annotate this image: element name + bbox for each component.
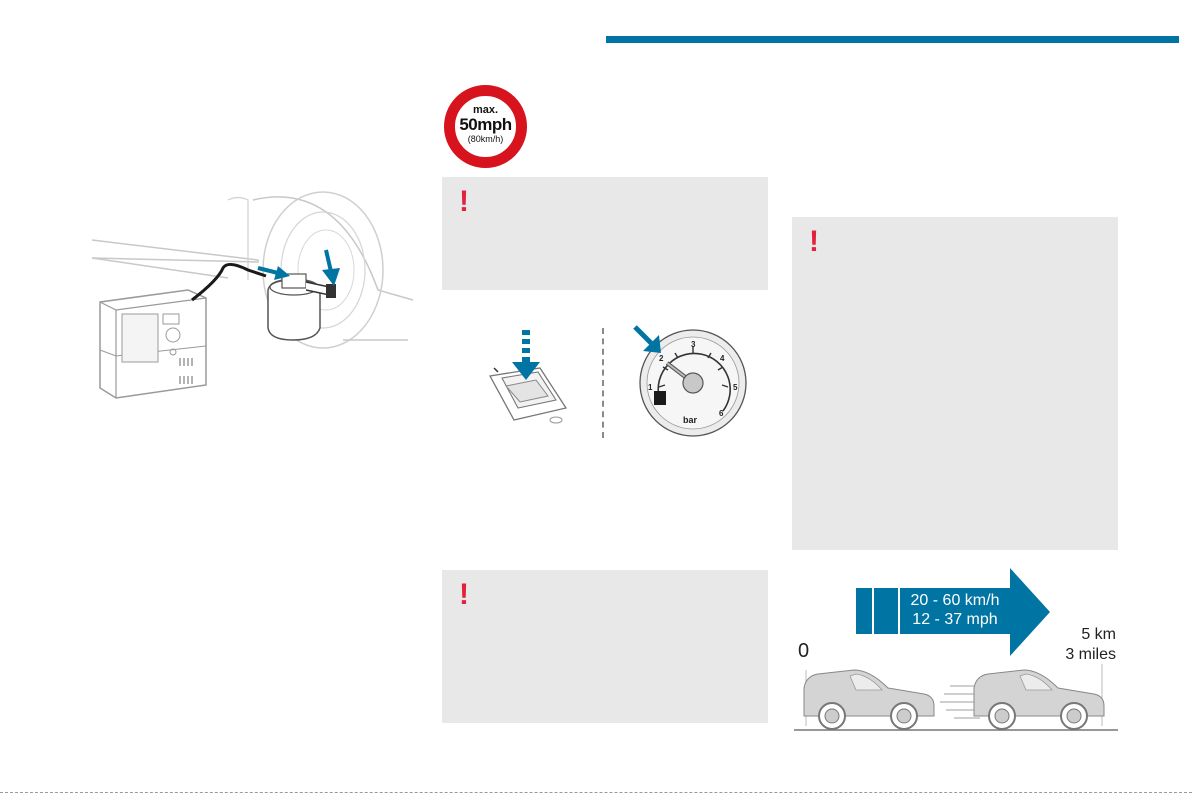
warning-box-1 (442, 177, 768, 290)
warning-box-2 (442, 570, 768, 723)
page-bottom-rule (0, 792, 1192, 794)
distance-end-km: 5 km (1081, 626, 1116, 643)
speed-range-mph: 12 - 37 mph (912, 611, 998, 628)
gauge-tick-2: 2 (659, 354, 664, 363)
gauge-tick-3: 3 (691, 340, 696, 349)
section-header-rule (606, 36, 1179, 43)
gauge-tick-4: 4 (720, 354, 725, 363)
gauge-tick-6: 6 (719, 409, 724, 418)
speed-sign-line2: 50mph (459, 115, 512, 134)
speed-limit-sign (443, 84, 528, 169)
speed-range-kmh: 20 - 60 km/h (910, 592, 1000, 609)
gauge-pointer-arrow-icon (631, 323, 671, 363)
warning-icon: ! (459, 185, 469, 218)
gauge-tick-5: 5 (733, 383, 738, 392)
speed-sign-line3: (80km/h) (467, 134, 504, 144)
switch-illustration (480, 328, 590, 428)
distance-start-label: 0 (798, 640, 810, 662)
gauge-unit-label: bar (683, 415, 698, 425)
drive-distance-diagram (794, 566, 1118, 736)
warning-icon: ! (809, 225, 819, 258)
warning-icon: ! (459, 578, 469, 611)
speed-sign-line1: max. (472, 104, 499, 116)
compressor-illustration (88, 190, 418, 410)
illustration-divider (602, 328, 604, 438)
pressure-gauge (637, 327, 749, 439)
warning-box-3 (792, 217, 1118, 550)
distance-end-miles: 3 miles (1065, 646, 1116, 663)
gauge-tick-1: 1 (648, 383, 653, 392)
